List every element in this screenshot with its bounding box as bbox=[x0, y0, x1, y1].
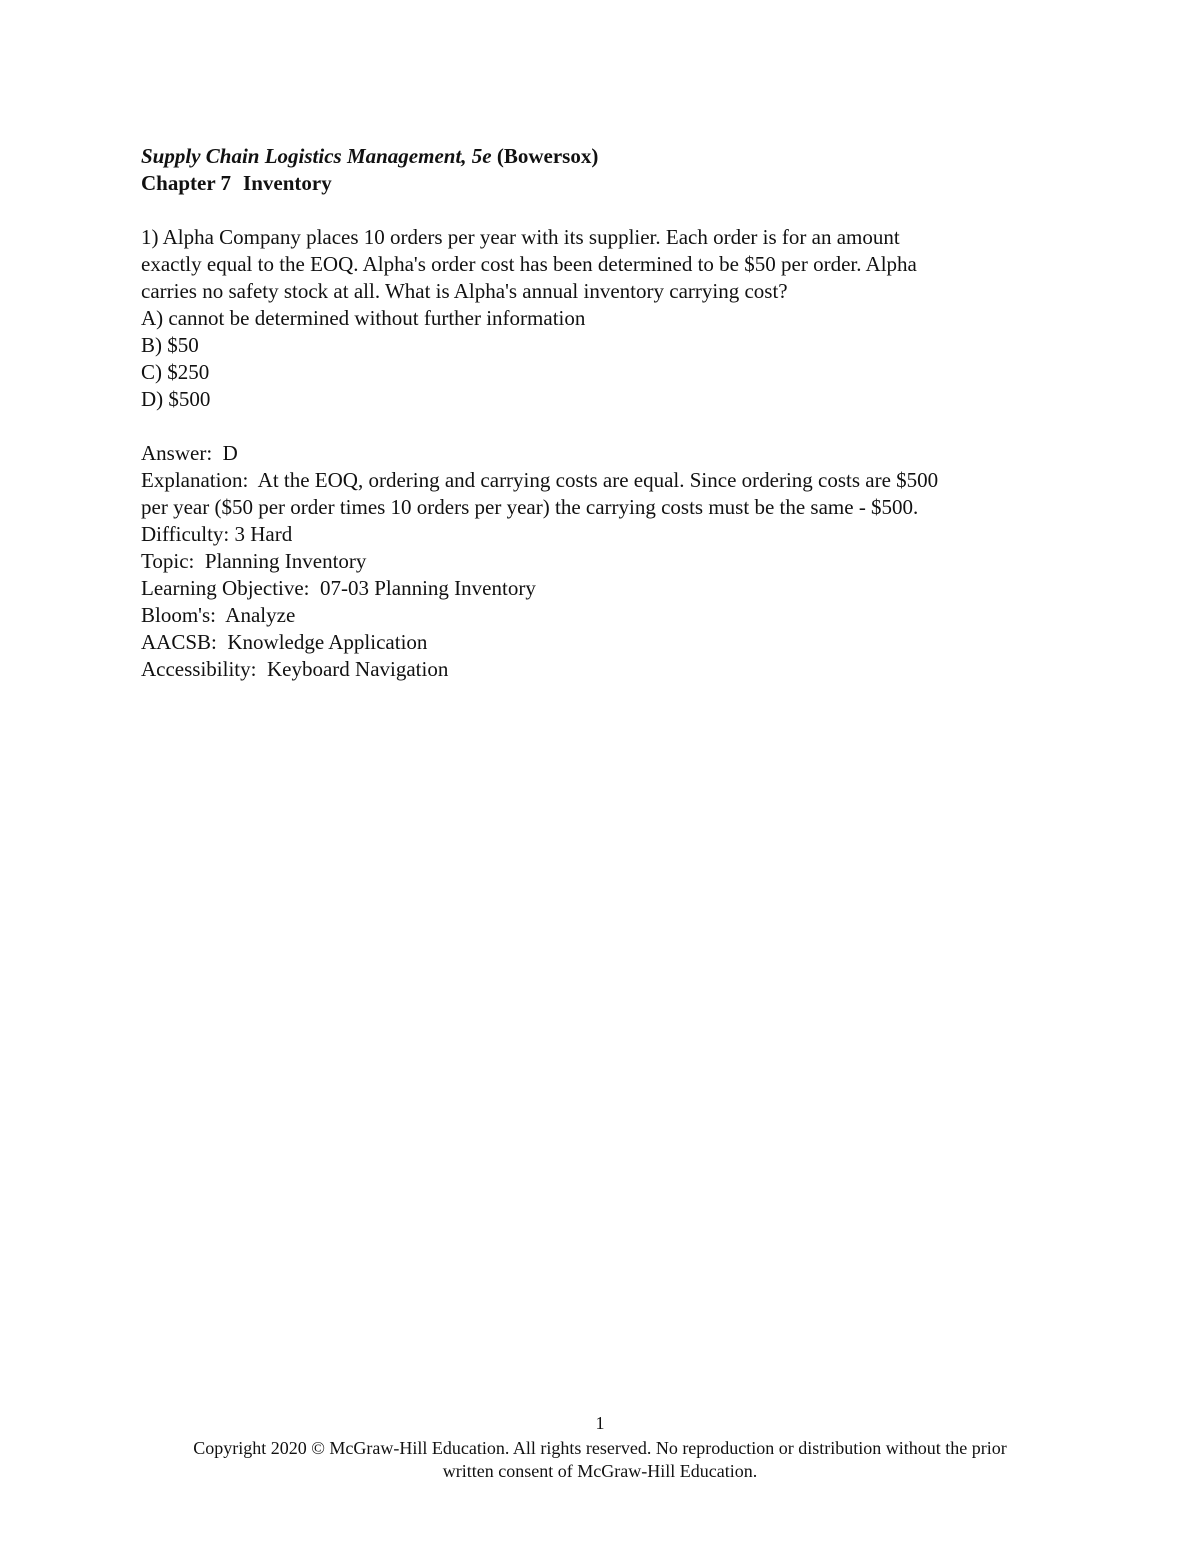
question-stem-line: carries no safety stock at all. What is Alpha's annual inventory carrying cost? bbox=[141, 279, 788, 303]
chapter-label: Chapter 7 bbox=[141, 171, 232, 195]
topic-line: Topic: Planning Inventory bbox=[141, 549, 367, 573]
explanation-line: per year ($50 per order times 10 orders per year) the carrying costs must be the same - $500. bbox=[141, 495, 919, 519]
copyright-line: written consent of McGraw-Hill Education. bbox=[442, 1461, 758, 1481]
book-author: (Bowersox) bbox=[496, 144, 599, 168]
chapter-heading bbox=[141, 170, 1061, 197]
option-d: D) $500 bbox=[141, 387, 211, 411]
option-b: B) $50 bbox=[141, 333, 199, 357]
page-number: 1 bbox=[595, 1413, 605, 1433]
book-title-line bbox=[141, 143, 1061, 170]
copyright-line: Copyright 2020 © McGraw-Hill Education. All rights reserved. No reproduction or distribution without the prior bbox=[193, 1438, 1007, 1458]
aacsb-line: AACSB: Knowledge Application bbox=[141, 630, 428, 654]
answer-options bbox=[141, 305, 1061, 413]
book-title: Supply Chain Logistics Management, 5e bbox=[141, 144, 492, 168]
blooms-line: Bloom's: Analyze bbox=[141, 603, 296, 627]
explanation-line: Explanation: At the EOQ, ordering and carrying costs are equal. Since ordering costs are $500 bbox=[141, 468, 939, 492]
chapter-title: Inventory bbox=[243, 171, 332, 195]
page-content bbox=[141, 143, 1061, 683]
accessibility-line: Accessibility: Keyboard Navigation bbox=[141, 657, 449, 681]
question-stem bbox=[141, 224, 1061, 305]
learning-objective-line: Learning Objective: 07-03 Planning Inventory bbox=[141, 576, 536, 600]
answer-line: Answer: D bbox=[141, 441, 238, 465]
spacer bbox=[141, 197, 1061, 224]
answer-block bbox=[141, 440, 1061, 683]
question-stem-line: exactly equal to the EOQ. Alpha's order cost has been determined to be $50 per order. Alpha bbox=[141, 252, 917, 276]
spacer bbox=[141, 413, 1061, 440]
option-c: C) $250 bbox=[141, 360, 210, 384]
difficulty-line: Difficulty: 3 Hard bbox=[141, 522, 293, 546]
page-footer bbox=[0, 1412, 1200, 1483]
option-a: A) cannot be determined without further information bbox=[141, 306, 586, 330]
question-stem-line: 1) Alpha Company places 10 orders per year with its supplier. Each order is for an amount bbox=[141, 225, 900, 249]
